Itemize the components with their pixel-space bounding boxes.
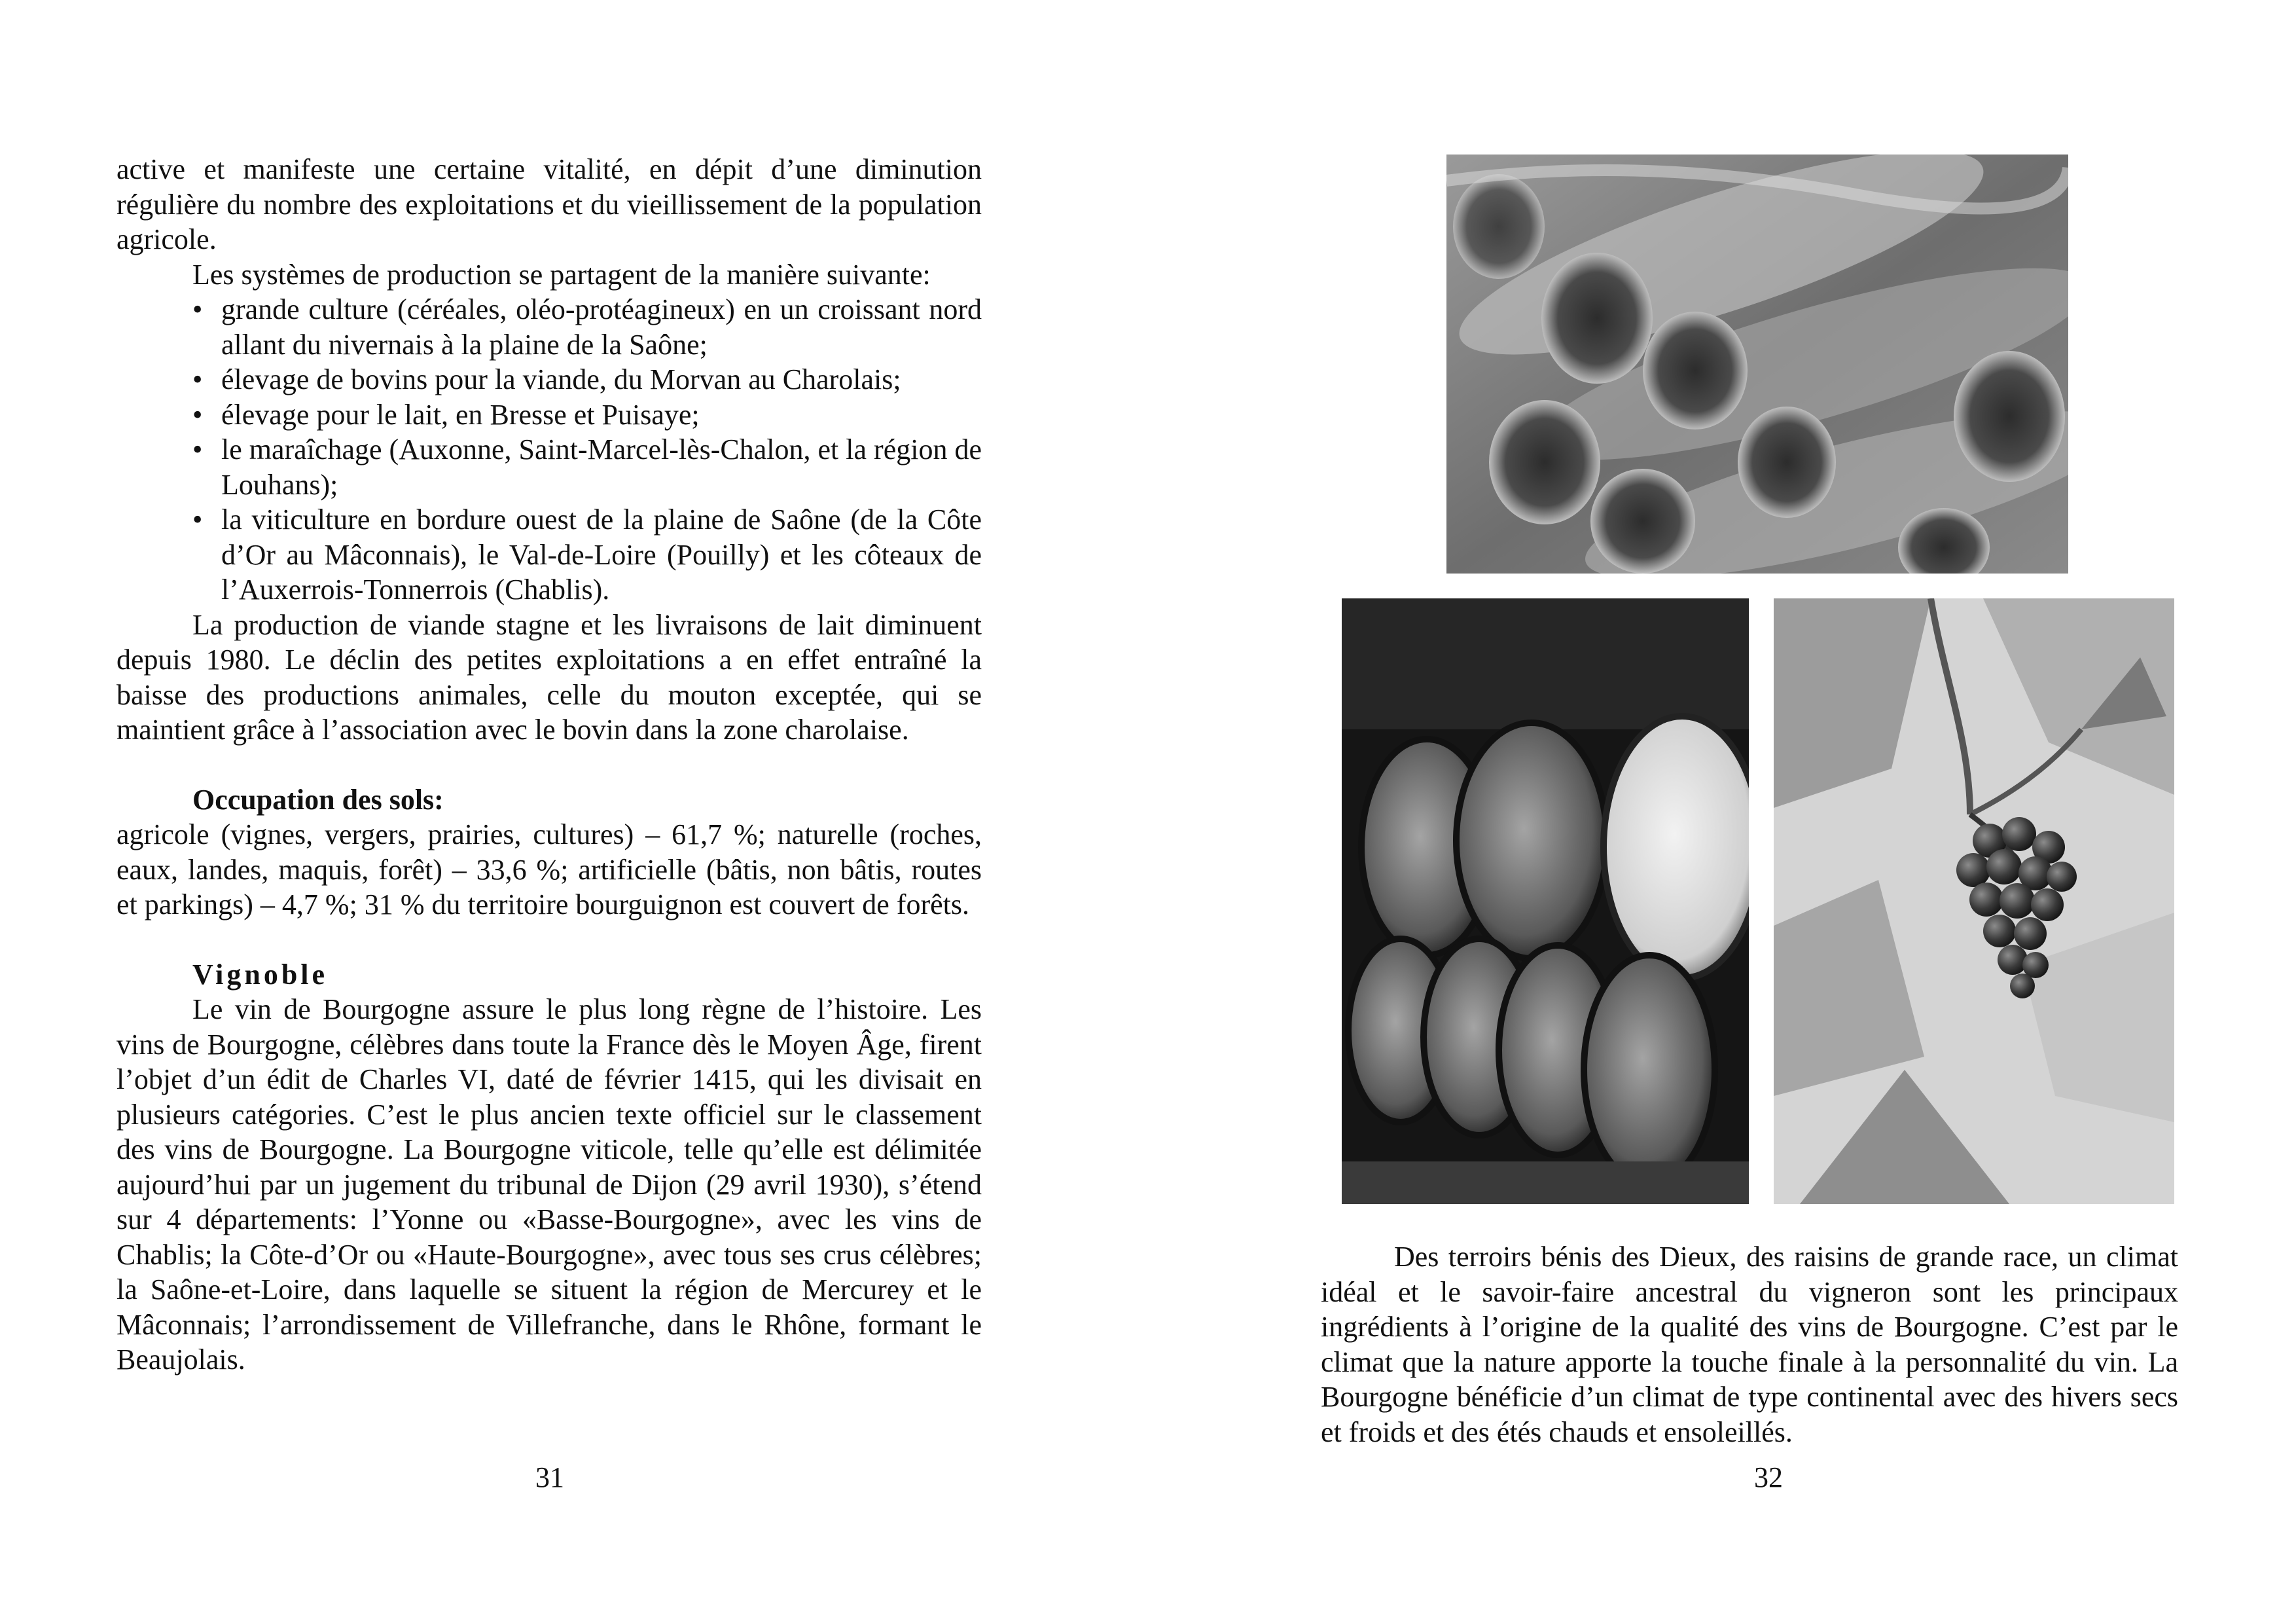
paragraph-intro: active et manifeste une certaine vitalité, en dépit d’une diminution régulière du nombre des exploitations et du vieillissement de la population agricole.	[117, 153, 982, 255]
right-page	[1148, 0, 2296, 1623]
list-item: • le maraîchage (Auxonne, Saint-Marcel-lès-Chalon, et la région de Louhans);	[221, 432, 982, 502]
page-number-left: 31	[535, 1461, 564, 1493]
photo-caption: Des terroirs bénis des Dieux, des raisins de grande race, un climat idéal et le savoir-faire ancestral du vigneron sont les principaux ingrédients à l’origine de la qualité des vins de Bourgogne. C’est par le climat que la nature apporte la touche finale à la personnalité du vin. La Bourgogne bénéficie d’un climat de type continental avec des hivers secs et froids et des étés chauds et ensoleillés.	[1321, 1241, 2178, 1448]
paragraph-vignoble: Le vin de Bourgogne assure le plus long règne de l’histoire. Les vins de Bourgogne, célèbres dans toute la France dès le Moyen Âge, firent l’objet d’un édit de Charles VI, daté de février 1415, qui les divisait en plusieurs catégories. C’est le plus ancien texte officiel sur le classement des vins de Bourgogne. La Bourgogne viticole, telle qu’elle est délimitée aujourd’hui par un jugement du tribunal de Dijon (29 avril 1930), s’étend sur 4 départements: l’Yonne ou «Basse-Bourgogne», avec les vins de Chablis; la Côte-d’Or ou «Haute-Bourgogne», avec tous ses crus célèbres; la Saône-et-Loire, dans laquelle se situent la région de Mercurey et le Mâconnais; l’arrondissement de Villefranche, dans le Rhône, formant le Beaujolais.	[117, 993, 982, 1376]
list-item: • la viticulture en bordure ouest de la plaine de Saône (de la Côte d’Or au Mâconnais), le Val-de-Loire (Pouilly) et les côteaux de l’Auxerrois-Tonnerrois (Chablis).	[221, 502, 982, 608]
paragraph-land-use: agricole (vignes, vergers, prairies, cultures) – 61,7 %; naturelle (roches, eaux, landes, maquis, forêt) – 33,6 %; artificielle (bâtis, non bâtis, routes et parkings) – 4,7 %; 31 % du territoire bourguignon est couvert de forêts.	[117, 818, 982, 921]
left-text-column	[117, 152, 982, 1377]
heading-land-use: Occupation des sols:	[192, 783, 444, 816]
spacer	[117, 922, 982, 957]
spacer	[117, 748, 982, 782]
production-systems-list	[117, 292, 982, 608]
list-item: • élevage de bovins pour la viande, du Morvan au Charolais;	[221, 362, 982, 397]
paragraph-livestock: La production de viande stagne et les livraisons de lait diminuent depuis 1980. Le déclin des petites exploitations a en effet entraîné la baisse des productions animales, celle du mouton exceptée, qui se maintient grâce à l’association avec le bovin dans la zone charolaise.	[117, 608, 982, 746]
list-item: • élevage pour le lait, en Bresse et Puisaye;	[221, 397, 982, 433]
photo-grape-cluster	[1774, 598, 2174, 1204]
list-item: • grande culture (céréales, oléo-protéagineux) en un croissant nord allant du nivernais à la plaine de la Saône;	[221, 292, 982, 362]
heading-vignoble: Vignoble	[192, 958, 329, 991]
photo-wine-barrels	[1342, 598, 1749, 1204]
photo-old-bottles	[1446, 155, 2068, 574]
paragraph-production-systems: Les systèmes de production se partagent de la manière suivante:	[192, 258, 931, 291]
page-number-right: 32	[1754, 1461, 1783, 1493]
